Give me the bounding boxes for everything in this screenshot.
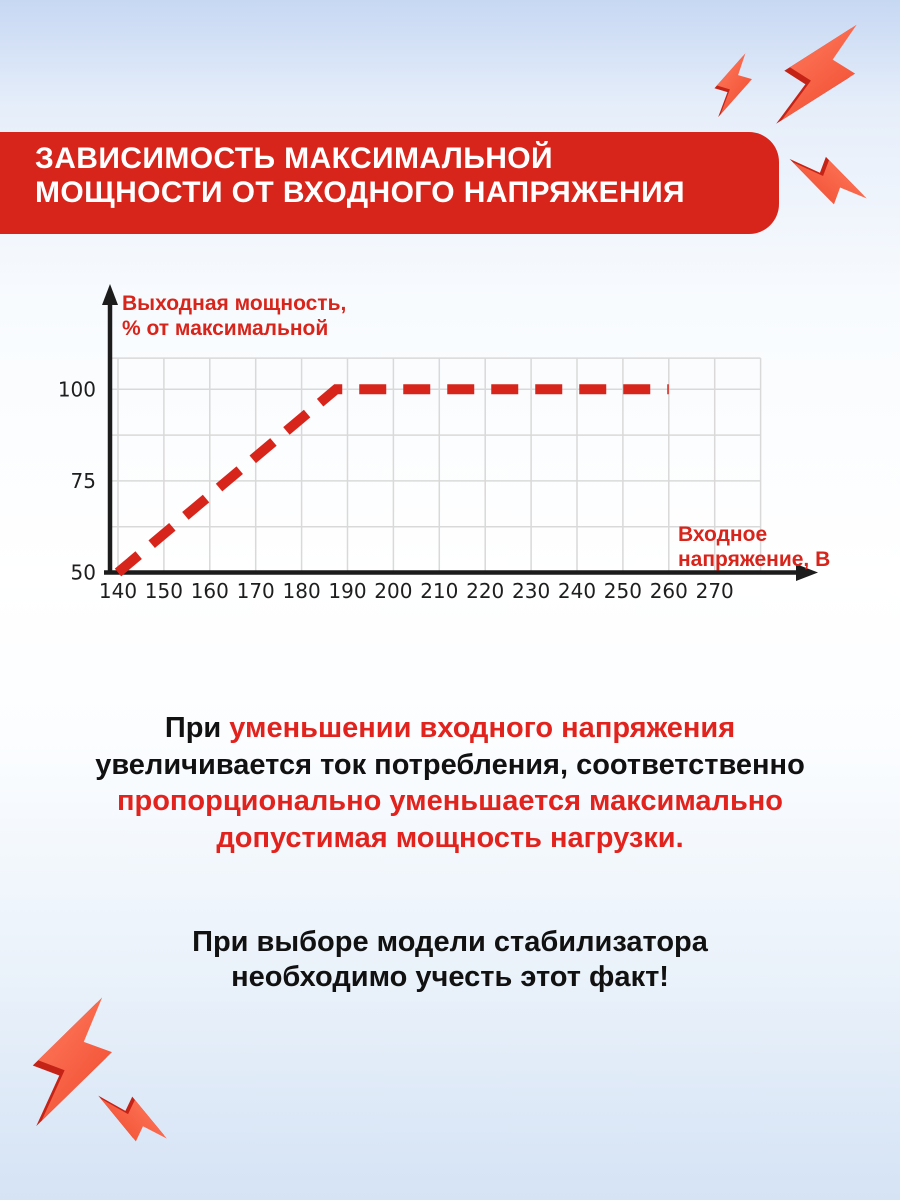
lightning-bolt-icon (707, 38, 764, 133)
page-title-line2: МОЩНОСТИ ОТ ВХОДНОГО НАПРЯЖЕНИЯ (35, 176, 686, 209)
para2-line2: необходимо учесть этот факт! (231, 961, 669, 993)
x-tick-label: 240 (557, 579, 597, 603)
lightning-bolt-icon (755, 0, 893, 155)
advice-paragraph (0, 925, 900, 995)
x-tick-label: 150 (144, 579, 183, 603)
explanation-paragraph (0, 710, 900, 856)
x-tick-label: 170 (236, 579, 275, 603)
x-tick-label: 210 (420, 579, 459, 603)
lightning-bolt-icon (776, 146, 881, 222)
y-axis-title: Выходная мощность, (122, 292, 347, 315)
x-tick-label: 160 (190, 579, 229, 603)
y-axis-title: % от максимальной (122, 317, 329, 340)
x-tick-label: 180 (282, 579, 321, 603)
lightning-bolt-icon (80, 1083, 183, 1161)
x-tick-label: 220 (466, 579, 505, 603)
chart-canvas (50, 280, 850, 610)
x-axis-title: Входное (678, 523, 768, 546)
para1-line4: допустимая мощность нагрузки. (216, 821, 684, 854)
y-tick-label: 75 (70, 468, 96, 493)
para1-line3: пропорционально уменьшается максимально (116, 785, 784, 817)
y-axis-arrow (102, 284, 118, 305)
x-axis-title: напряжение, В (678, 548, 831, 571)
y-tick-label: 50 (70, 560, 96, 585)
x-tick-label: 190 (328, 579, 367, 603)
x-tick-label: 230 (512, 579, 551, 603)
para1-line1-red: уменьшении входного напряжения (229, 712, 736, 744)
power-vs-voltage-chart (50, 280, 850, 610)
para1-line2: увеличивается ток потребления, соответственно (95, 748, 805, 781)
x-tick-label: 200 (374, 579, 413, 603)
x-tick-label: 250 (603, 579, 642, 603)
page-title-line1: ЗАВИСИМОСТЬ МАКСИМАЛЬНОЙ (35, 142, 553, 175)
lightning-bolt-icon (15, 977, 141, 1148)
x-tick-label: 140 (98, 579, 138, 603)
para2-line1: При выборе модели стабилизатора (192, 926, 708, 958)
para1-line1-black: При (164, 712, 230, 744)
x-tick-label: 270 (695, 579, 734, 603)
x-tick-label: 260 (649, 579, 688, 603)
title-banner (0, 132, 779, 234)
y-tick-label: 100 (57, 377, 96, 402)
